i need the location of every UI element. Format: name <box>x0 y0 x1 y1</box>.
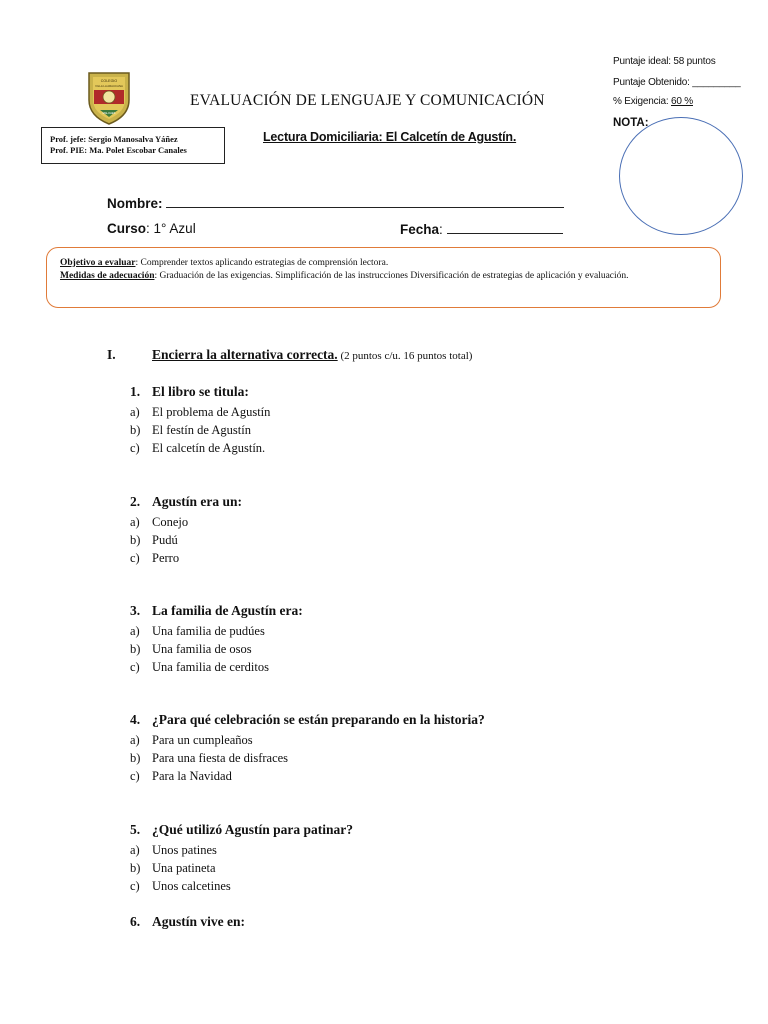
question-text: Agustín vive en: <box>152 914 246 929</box>
option-letter: c) <box>130 769 140 783</box>
curso-value: : 1° Azul <box>146 221 196 236</box>
option-c[interactable] <box>130 658 303 676</box>
puntaje-obtenido: Puntaje Obtenido: _________ <box>613 77 741 88</box>
question-text: Agustín era un: <box>152 494 243 509</box>
curso-label: Curso <box>107 221 147 236</box>
option-letter: c) <box>130 441 140 455</box>
option-b[interactable] <box>130 749 485 767</box>
option-a[interactable] <box>130 403 270 421</box>
option-b[interactable] <box>130 859 353 877</box>
option-letter: c) <box>130 879 140 893</box>
option-text: Una familia de cerditos <box>152 660 269 674</box>
objetivo-row <box>60 257 708 270</box>
option-text: Para una fiesta de disfraces <box>152 751 289 765</box>
option-a[interactable] <box>130 731 485 749</box>
fecha-field[interactable] <box>400 221 563 237</box>
medidas-label: Medidas de adecuación <box>60 270 155 281</box>
question-text: ¿Qué utilizó Agustín para patinar? <box>152 822 354 837</box>
question-5 <box>130 821 353 895</box>
nombre-line[interactable] <box>166 195 564 208</box>
option-a[interactable] <box>130 841 353 859</box>
objetivo-label: Objetivo a evaluar <box>60 258 136 268</box>
option-text: Una patineta <box>152 861 216 875</box>
option-b[interactable] <box>130 531 242 549</box>
grade-circle[interactable] <box>619 117 743 235</box>
section-instruction: Encierra la alternativa correcta. <box>152 347 338 362</box>
question-6 <box>130 913 245 933</box>
teachers-box <box>41 127 225 164</box>
option-text: Unos patines <box>152 843 217 857</box>
option-c[interactable] <box>130 549 242 567</box>
question-text: El libro se titula: <box>152 384 249 399</box>
option-letter: a) <box>130 405 140 419</box>
fecha-line[interactable] <box>447 221 563 234</box>
nombre-field[interactable] <box>107 195 564 211</box>
option-text: Para la Navidad <box>152 769 232 783</box>
option-text: El problema de Agustín <box>152 405 271 419</box>
prof-jefe: Prof. jefe: Sergio Manosalva Yáñez <box>50 134 178 144</box>
fecha-colon: : <box>439 222 443 237</box>
option-letter: a) <box>130 624 140 638</box>
question-number: 6. <box>130 914 141 929</box>
question-4 <box>130 711 485 785</box>
prof-pie: Prof. PIE: Ma. Polet Escobar Canales <box>50 145 187 155</box>
option-c[interactable] <box>130 767 485 785</box>
question-number: 1. <box>130 384 141 399</box>
nota-label: NOTA: <box>613 117 649 129</box>
option-b[interactable] <box>130 421 270 439</box>
option-letter: b) <box>130 423 141 437</box>
school-logo <box>86 70 132 126</box>
section-points: (2 puntos c/u. 16 puntos total) <box>337 350 473 362</box>
option-b[interactable] <box>130 640 303 658</box>
option-letter: a) <box>130 843 140 857</box>
option-letter: a) <box>130 733 140 747</box>
option-a[interactable] <box>130 513 242 531</box>
section-number: I. <box>107 347 116 362</box>
question-number: 5. <box>130 822 141 837</box>
option-letter: c) <box>130 660 140 674</box>
section-title <box>152 347 472 363</box>
question-1 <box>130 383 270 457</box>
option-text: Una familia de pudúes <box>152 624 265 638</box>
option-a[interactable] <box>130 622 303 640</box>
nombre-label: Nombre: <box>107 196 163 211</box>
question-text: La familia de Agustín era: <box>152 603 303 618</box>
option-text: Pudú <box>152 533 178 547</box>
option-c[interactable] <box>130 877 353 895</box>
question-number: 4. <box>130 712 141 727</box>
document-subtitle: Lectura Domiciliaria: El Calcetín de Agustín. <box>263 130 517 144</box>
logo-text-3: MALOHES <box>102 112 116 115</box>
medidas-text: : Graduación de las exigencias. Simplificación de las instrucciones Diversificación de estrategias de aplicación y evaluación. <box>154 270 629 281</box>
option-text: El festín de Agustín <box>152 423 251 437</box>
logo-text-2: VILLA LA ARAUCANA <box>95 84 123 88</box>
curso-field <box>107 221 196 236</box>
document-title: EVALUACIÓN DE LENGUAJE Y COMUNICACIÓN <box>190 92 545 109</box>
objetivo-text: : Comprender textos aplicando estrategias de comprensión lectora. <box>135 258 389 268</box>
option-text: Conejo <box>152 515 189 529</box>
option-letter: a) <box>130 515 140 529</box>
question-text: ¿Para qué celebración se están preparando en la historia? <box>152 712 485 727</box>
option-text: Perro <box>152 551 180 565</box>
objective-box <box>46 247 721 308</box>
logo-text-1: COLEGIO <box>100 79 118 83</box>
question-2 <box>130 493 242 567</box>
puntaje-ideal: Puntaje ideal: 58 puntos <box>613 56 716 67</box>
exigencia-label: % Exigencia: <box>613 96 671 107</box>
option-letter: b) <box>130 533 141 547</box>
question-number: 3. <box>130 603 141 618</box>
exigencia-value: 60 % <box>671 96 693 107</box>
option-letter: b) <box>130 861 141 875</box>
option-text: Una familia de osos <box>152 642 252 656</box>
option-text: Unos calcetines <box>152 879 231 893</box>
exigencia <box>613 96 693 107</box>
option-text: Para un cumpleaños <box>152 733 253 747</box>
medidas-row <box>60 270 708 283</box>
fecha-label: Fecha <box>400 222 440 237</box>
question-3 <box>130 602 303 676</box>
question-number: 2. <box>130 494 141 509</box>
option-letter: b) <box>130 642 141 656</box>
option-letter: c) <box>130 551 140 565</box>
option-text: El calcetín de Agustín. <box>152 441 266 455</box>
option-letter: b) <box>130 751 141 765</box>
option-c[interactable] <box>130 439 270 457</box>
